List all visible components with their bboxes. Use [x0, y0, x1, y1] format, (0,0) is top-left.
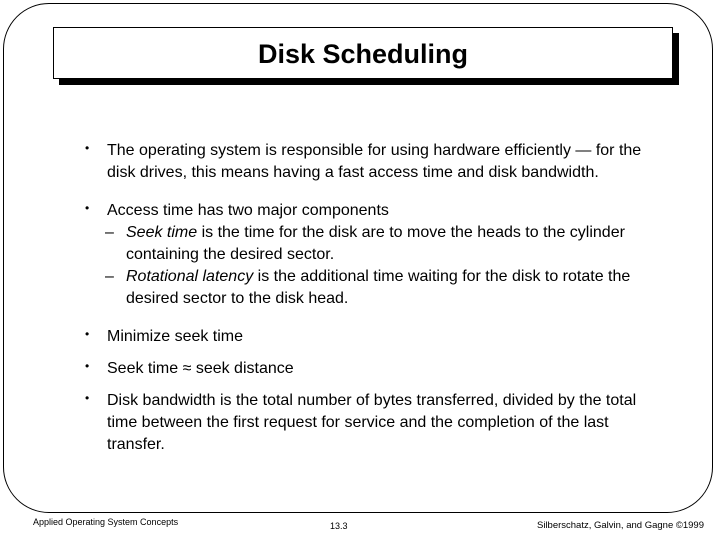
- bullet-item: [85, 200, 645, 222]
- sub-bullet-body: is the additional time waiting for the disk to rotate the desired sector to the disk head.: [126, 268, 631, 307]
- bullet-text: Access time has two major components: [107, 202, 389, 219]
- bullet-icon: •: [85, 327, 90, 341]
- bullet-text: Minimize seek time: [107, 328, 244, 345]
- sub-bullet-body: is the time for the disk are to move the heads to the cylinder containing the desired sector.: [126, 224, 625, 263]
- bullet-text: Seek time ≈ seek distance: [107, 360, 294, 377]
- bullet-item: [85, 140, 645, 184]
- bullet-icon: •: [85, 201, 90, 215]
- bullet-item: [85, 326, 645, 348]
- sub-bullet-text: [126, 266, 645, 310]
- bullet-text: The operating system is responsible for using hardware efficiently — for the disk drives, this means having a fast access time and disk bandwidth.: [107, 142, 642, 181]
- sub-bullet-item: [85, 222, 645, 266]
- bullet-icon: •: [85, 141, 90, 155]
- slide-title: Disk Scheduling: [257, 38, 469, 69]
- bullet-item: [85, 390, 645, 456]
- slide-content: [85, 140, 645, 456]
- dash-icon: –: [105, 224, 114, 241]
- sub-bullet-item: [85, 266, 645, 310]
- bullet-icon: •: [85, 391, 90, 405]
- bullet-icon: •: [85, 359, 90, 373]
- footer-course-title: Applied Operating System Concepts: [33, 517, 179, 527]
- term-rotational-latency: Rotational latency: [126, 268, 254, 285]
- sub-bullet-text: [126, 222, 645, 266]
- bullet-item: [85, 358, 645, 380]
- title-box: [53, 27, 673, 79]
- term-seek-time: Seek time: [126, 224, 198, 241]
- footer-copyright: Silberschatz, Galvin, and Gagne ©1999: [536, 520, 704, 531]
- footer-page-number: 13.3: [330, 521, 348, 531]
- bullet-text: Disk bandwidth is the total number of bytes transferred, divided by the total time between the first request for service and the completion of the last transfer.: [107, 392, 637, 453]
- dash-icon: –: [105, 268, 114, 285]
